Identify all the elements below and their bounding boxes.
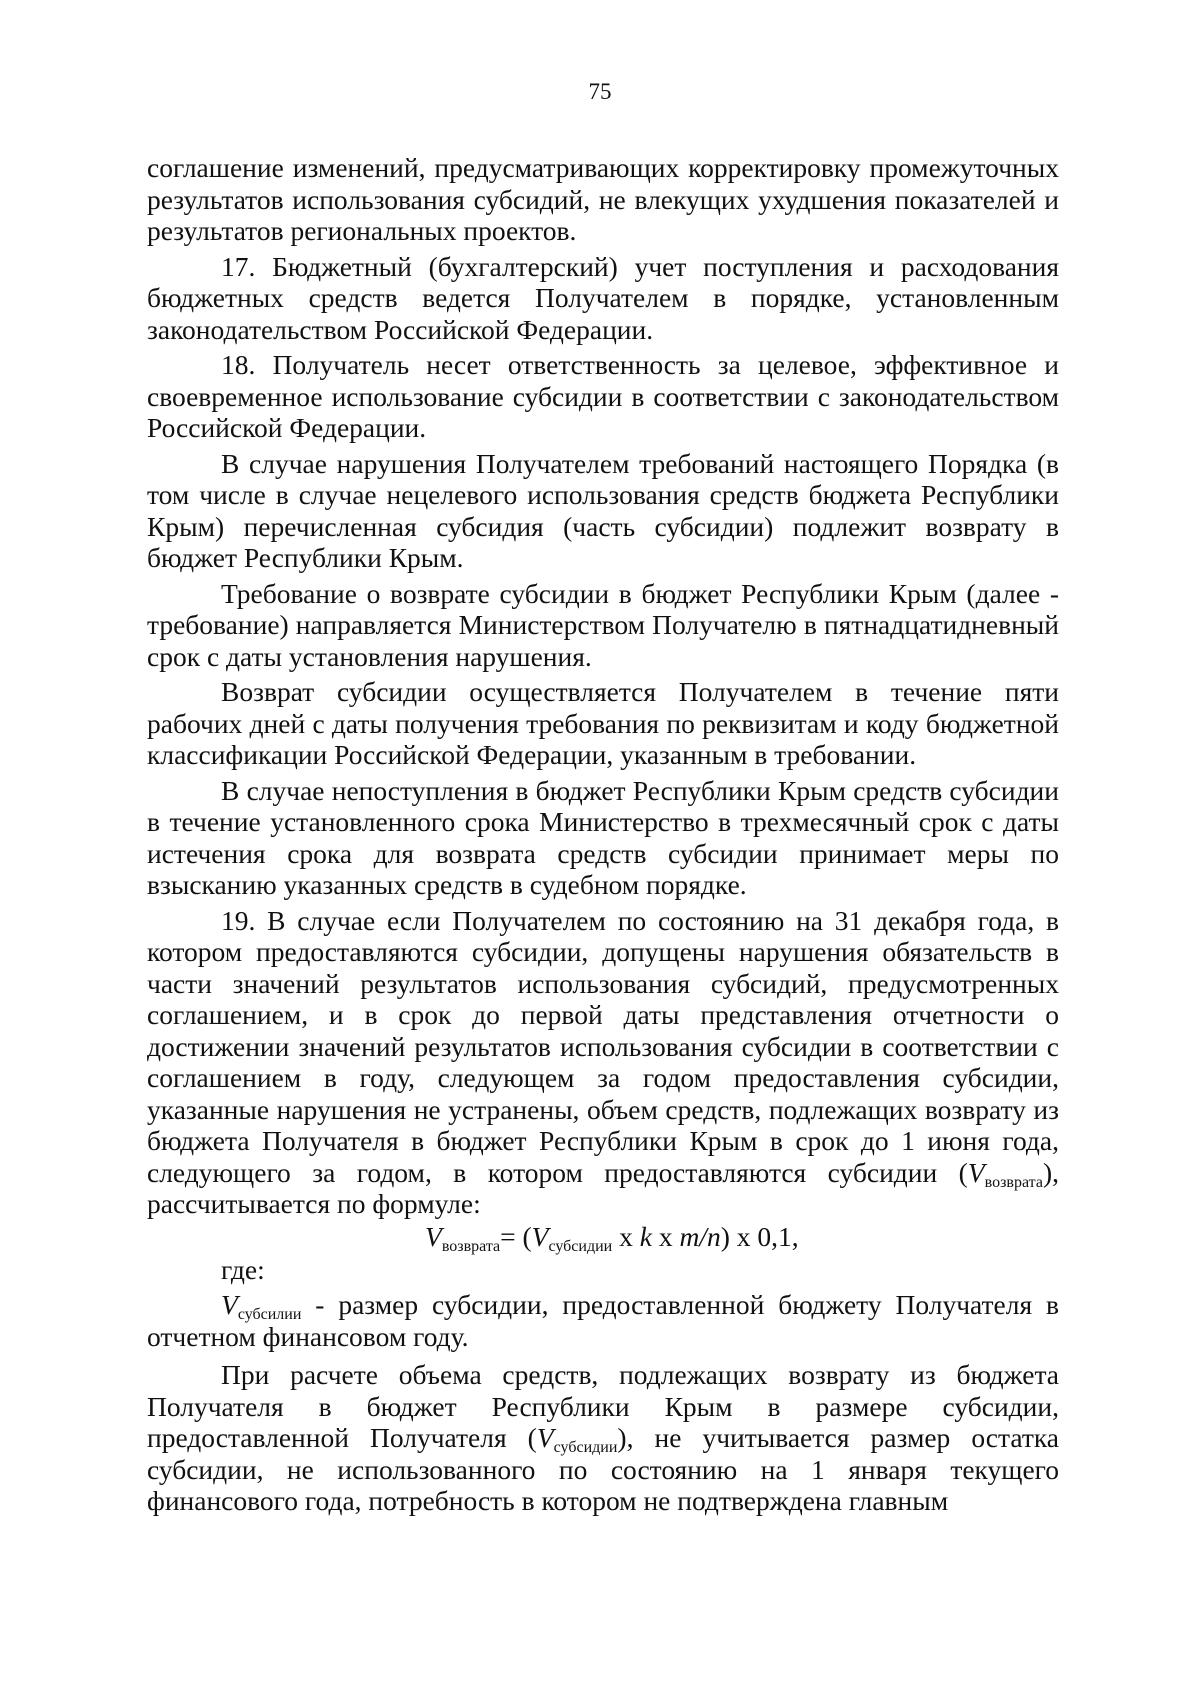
formula-equals-open: = ( bbox=[500, 1220, 532, 1252]
formula-m-over-n: m/n bbox=[679, 1220, 721, 1252]
formula-k: k bbox=[639, 1220, 652, 1252]
formula-lhs-subscript: возврата bbox=[441, 1237, 501, 1255]
paragraph-18: 18. Получатель несет ответственность за целевое, эффективное и своевременное использование субсидии в соответствии с законодательством Российской Федерации. bbox=[147, 349, 1059, 443]
calculation-note-var: V bbox=[536, 1422, 554, 1453]
paragraph-18-violation: В случае нарушения Получателем требований настоящего Порядка (в том числе в случае нецелевого использования средств бюджета Республики Крым) перечисленная субсидия (часть субсидии) подлежит возврату в бюджет Республики Крым. bbox=[147, 447, 1059, 573]
where-label: где: bbox=[221, 1253, 265, 1285]
paragraph-18-enforcement: В случае непоступления в бюджет Республики Крым средств субсидии в течение установленного срока Министерство в трехмесячный срок с даты истечения срока для возврата средств субсидии принимает меры по взысканию указанных средств в судебном порядке. bbox=[147, 774, 1059, 900]
variable-v-refund: V bbox=[967, 1156, 985, 1188]
paragraph-agreement-continuation: соглашение изменений, предусматривающих корректировку промежуточных результатов использования субсидий, не влекущих ухудшения показателей и результатов региональных проектов. bbox=[147, 152, 1059, 246]
formula-times-1: x bbox=[612, 1220, 640, 1252]
definition-subscript: субсилии bbox=[237, 1306, 302, 1323]
definition-var: V bbox=[221, 1289, 238, 1320]
calculation-note-text-b: ), не учитывается размер остатка субсидии, не использованного по состоянию на 1 января текущего финансового года, потребность в котором не подтверждена главным bbox=[147, 1422, 1059, 1516]
definition-text: - размер субсидии, предоставленной бюджету Получателя в отчетном финансовом году. bbox=[147, 1289, 1059, 1352]
formula-subsidy-subscript: субсидии bbox=[548, 1237, 613, 1255]
paragraph-19-end: ), рассчитывается по формуле: bbox=[147, 1156, 1059, 1219]
page-number: 75 bbox=[588, 79, 612, 104]
paragraph-19 bbox=[147, 905, 1059, 1220]
paragraph-18-refund: Возврат субсидии осуществляется Получателем в течение пяти рабочих дней с даты получения требования по реквизитам и коду бюджетной классификации Российской Федерации, указанным в требовании. bbox=[147, 676, 1059, 770]
paragraph-17: 17. Бюджетный (бухгалтерский) учет поступления и расходования бюджетных средств ведется Получателем в порядке, установленным законодательством Российской Федерации. bbox=[147, 250, 1059, 345]
paragraph-calculation-note bbox=[147, 1359, 1059, 1517]
calculation-note-text-a: При расчете объема средств, подлежащих возврату из бюджета Получателя в бюджет Республики Крым в размере субсидии, предоставленной Получателя ( bbox=[147, 1359, 1059, 1453]
calculation-note-subscript: субсидии bbox=[553, 1439, 618, 1456]
definition-v-subsidy bbox=[147, 1289, 1059, 1352]
refund-formula bbox=[147, 1220, 1059, 1254]
paragraph-19-text: 19. В случае если Получателем по состоянию на 31 декабря года, в котором предоставляются субсидии, допущены нарушения обязательств в части значений результатов использования субсидий, предусмотренных соглашением, и в срок до первой даты представления отчетности о достижении значений результатов использования субсидии в соответствии с соглашением в году, следующем за годом предоставления субсидии, указанные нарушения не устранены, объем средств, подлежащих возврату из бюджета Получателя в бюджет Республики Крым в срок до 1 июня года, следующего за годом, в котором предоставляются субсидии ( bbox=[147, 904, 1059, 1188]
paragraph-18-demand: Требование о возврате субсидии в бюджет Республики Крым (далее - требование) направляется Министерством Получателю в пятнадцатидневный срок с даты установления нарушения. bbox=[147, 577, 1059, 672]
formula-lhs-var: V bbox=[425, 1220, 442, 1252]
document-body bbox=[147, 152, 1059, 1517]
formula-subsidy-var: V bbox=[531, 1220, 549, 1252]
formula-times-2: x bbox=[651, 1220, 680, 1252]
formula-close: ) x 0,1, bbox=[720, 1220, 799, 1252]
variable-v-refund-subscript: возврата bbox=[984, 1173, 1043, 1191]
